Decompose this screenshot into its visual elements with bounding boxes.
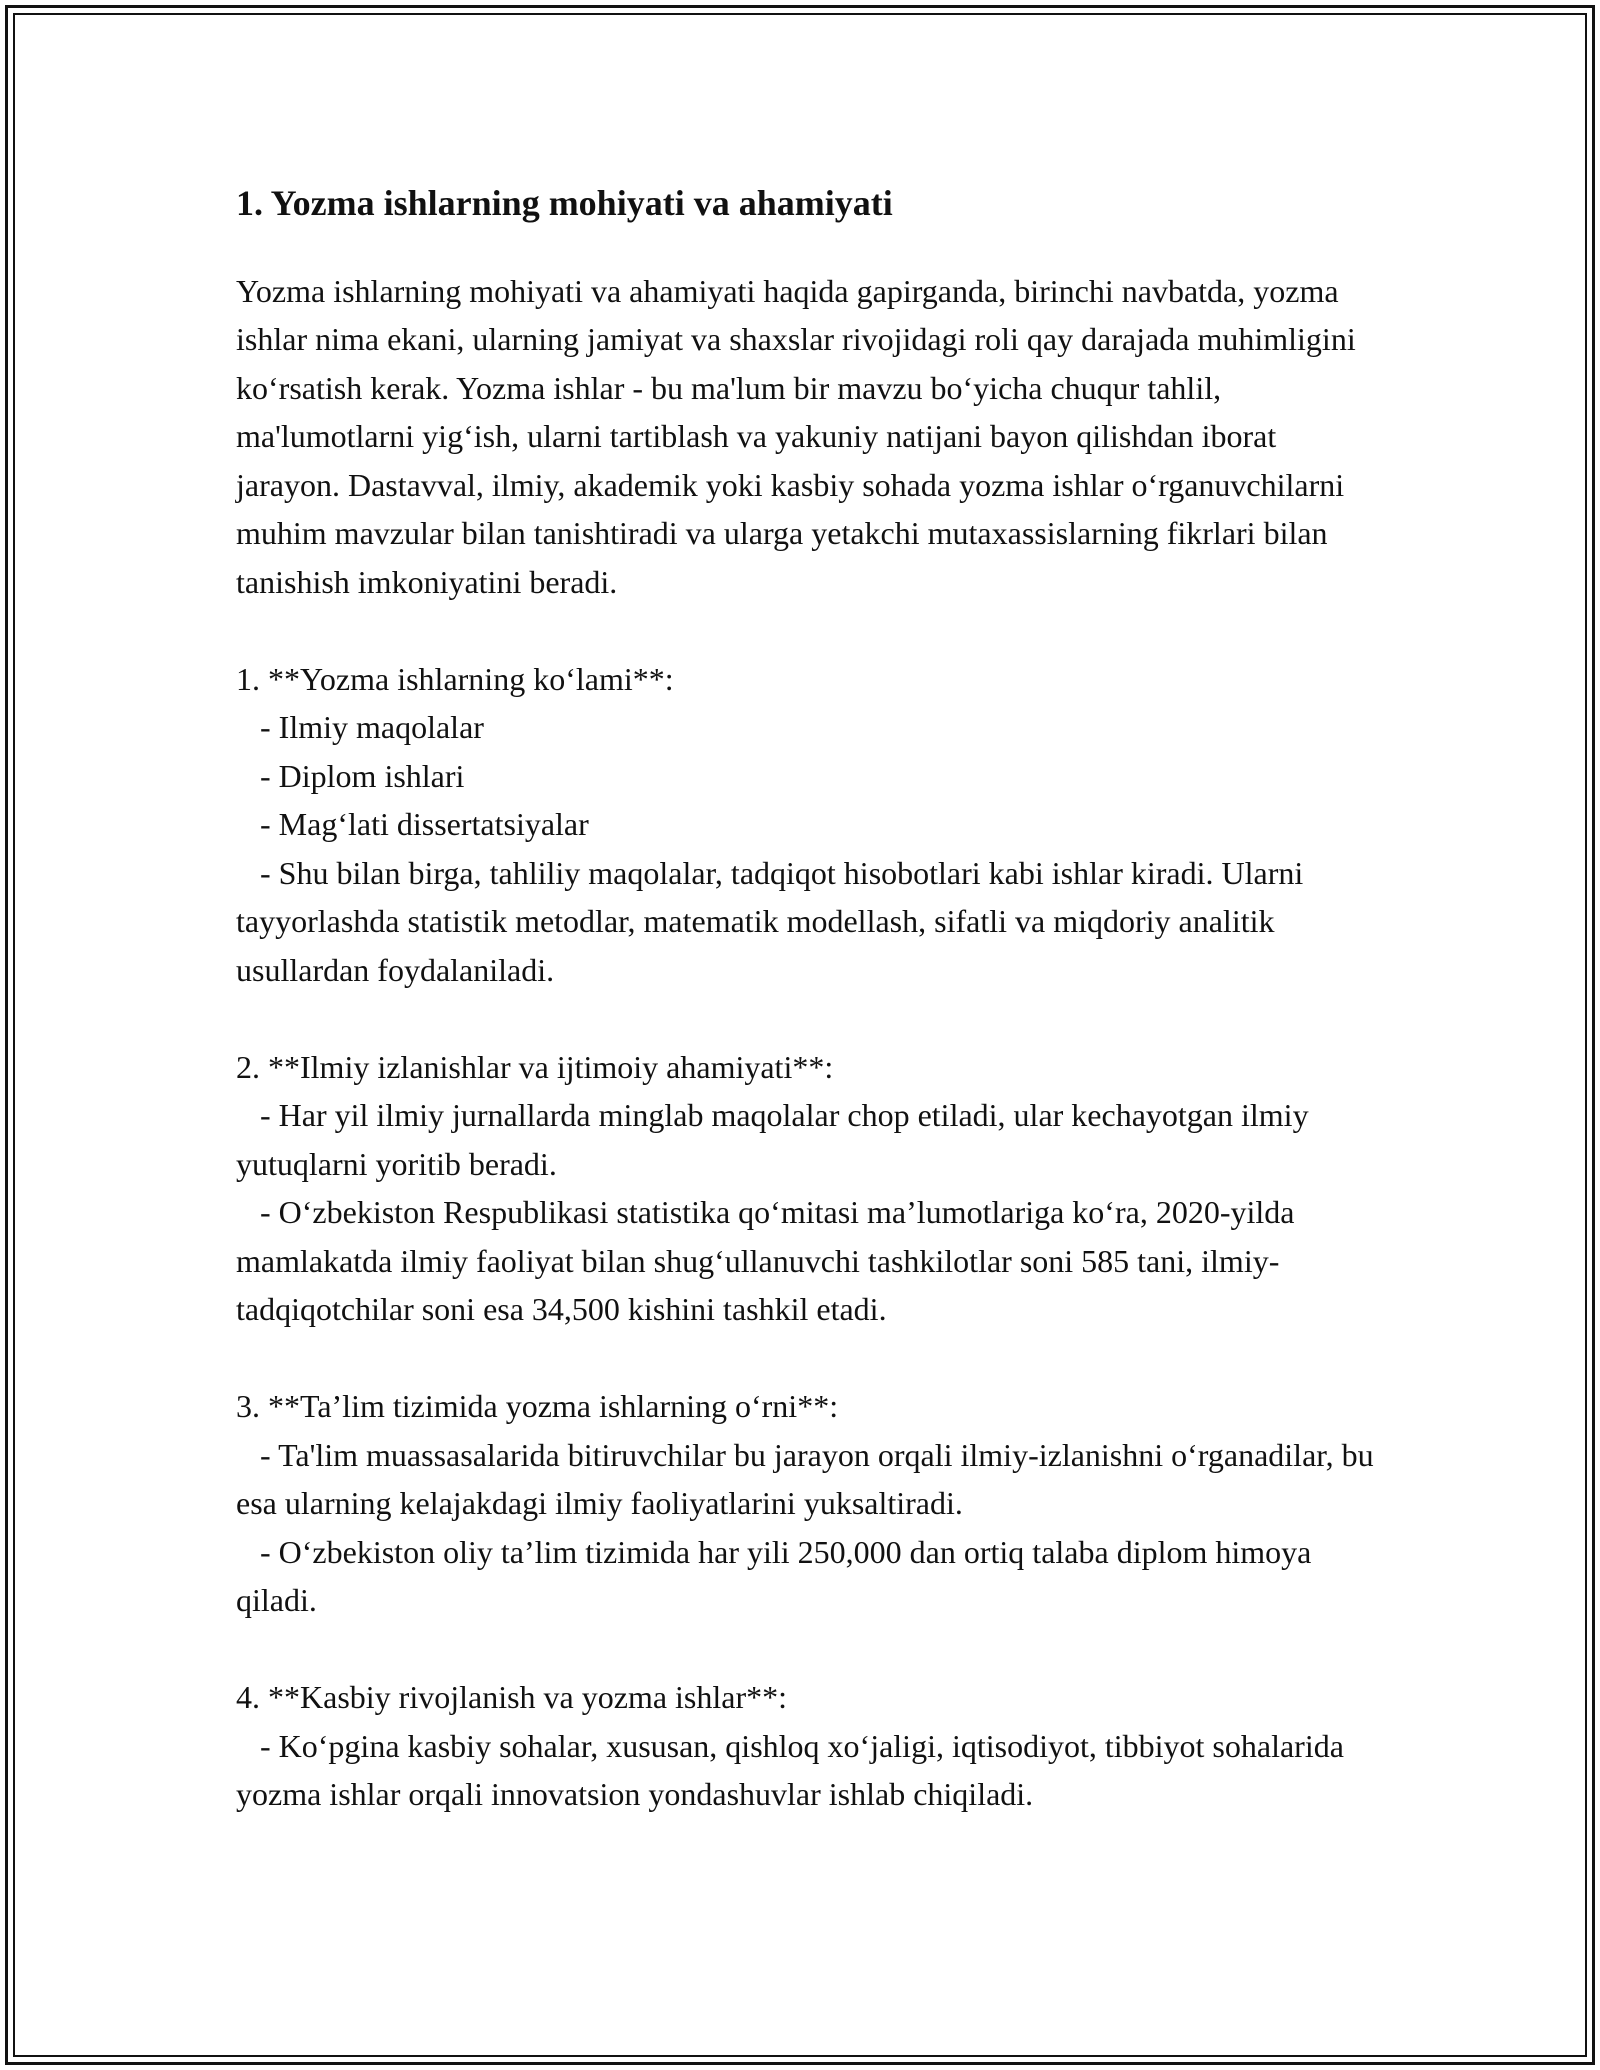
list-item: - O‘zbekiston Respublikasi statistika qo‘mitasi ma’lumotlariga ko‘ra, 2020-yilda mamlakatda ilmiy faoliyat bilan shug‘ullanuvchi tashkilotlar soni 585 tani, ilmiy-tadqiqotchilar soni esa 34,500 kishini tashkil etadi. — [236, 1194, 1303, 1328]
section-heading: 1. Yozma ishlarning mohiyati va ahamiyati — [236, 183, 893, 223]
list-section-title: 2. **Ilmiy izlanishlar va ijtimoiy ahamiyati**: — [236, 1048, 834, 1085]
list-section-2 — [236, 1043, 1376, 1334]
list-item: - Ko‘pgina kasbiy sohalar, xususan, qishloq xo‘jaligi, iqtisodiyot, tibbiyot sohalarida yozma ishlar orqali innovatsion yondashuvlar ishlab chiqiladi. — [236, 1727, 1352, 1813]
spacer — [236, 606, 1376, 655]
list-section-title: 3. **Ta’lim tizimida yozma ishlarning o‘rni**: — [236, 1388, 839, 1425]
list-section-4 — [236, 1673, 1376, 1819]
spacer — [236, 1334, 1376, 1383]
list-item: - Mag‘lati dissertatsiyalar — [236, 806, 589, 843]
list-item: - Har yil ilmiy jurnallarda minglab maqolalar chop etiladi, ular kechayotgan ilmiy yutuqlarni yoritib beradi. — [236, 1097, 1317, 1182]
list-section-title: 1. **Yozma ishlarning ko‘lami**: — [236, 660, 674, 697]
list-item: - Shu bilan birga, tahliliy maqolalar, tadqiqot hisobotlari kabi ishlar kiradi. Ularni tayyorlashda statistik metodlar, matematik modellash, sifatli va miqdoriy analitik usullardan foydalaniladi. — [236, 854, 1312, 988]
document-body — [236, 180, 1382, 1819]
list-item: - Ilmiy maqolalar — [236, 709, 484, 746]
list-section-1 — [236, 655, 1376, 995]
list-section-3 — [236, 1382, 1382, 1625]
spacer — [236, 994, 1376, 1043]
spacer — [236, 1625, 1376, 1674]
list-section-title: 4. **Kasbiy rivojlanish va yozma ishlar**: — [236, 1679, 788, 1716]
list-item: - Ta'lim muassasalarida bitiruvchilar bu jarayon orqali ilmiy-izlanishni o‘rganadilar, bu esa ularning kelajakdagi ilmiy faoliyatlarini yuksaltiradi. — [236, 1436, 1382, 1522]
list-item: - O‘zbekiston oliy ta’lim tizimida har yili 250,000 dan ortiq talaba diplom himoya qiladi. — [236, 1533, 1320, 1619]
intro-paragraph: Yozma ishlarning mohiyati va ahamiyati haqida gapirganda, birinchi navbatda, yozma ishlar nima ekani, ularning jamiyat va shaxslar rivojidagi roli qay darajada muhimligini ko‘rsatish kerak. Yozma ishlar - bu ma'lum bir mavzu bo‘yicha chuqur tahlil, ma'lumotlarni yig‘ish, ularni tartiblash va yakuniy natijani bayon qilishdan iborat jarayon. Dastavval, ilmiy, akademik yoki kasbiy sohada yozma ishlar o‘rganuvchilarni muhim mavzular bilan tanishtiradi va ularga yetakchi mutaxassislarning fikrlari bilan tanishish imkoniyatini beradi. — [236, 272, 1356, 600]
list-item: - Diplom ishlari — [236, 757, 465, 794]
